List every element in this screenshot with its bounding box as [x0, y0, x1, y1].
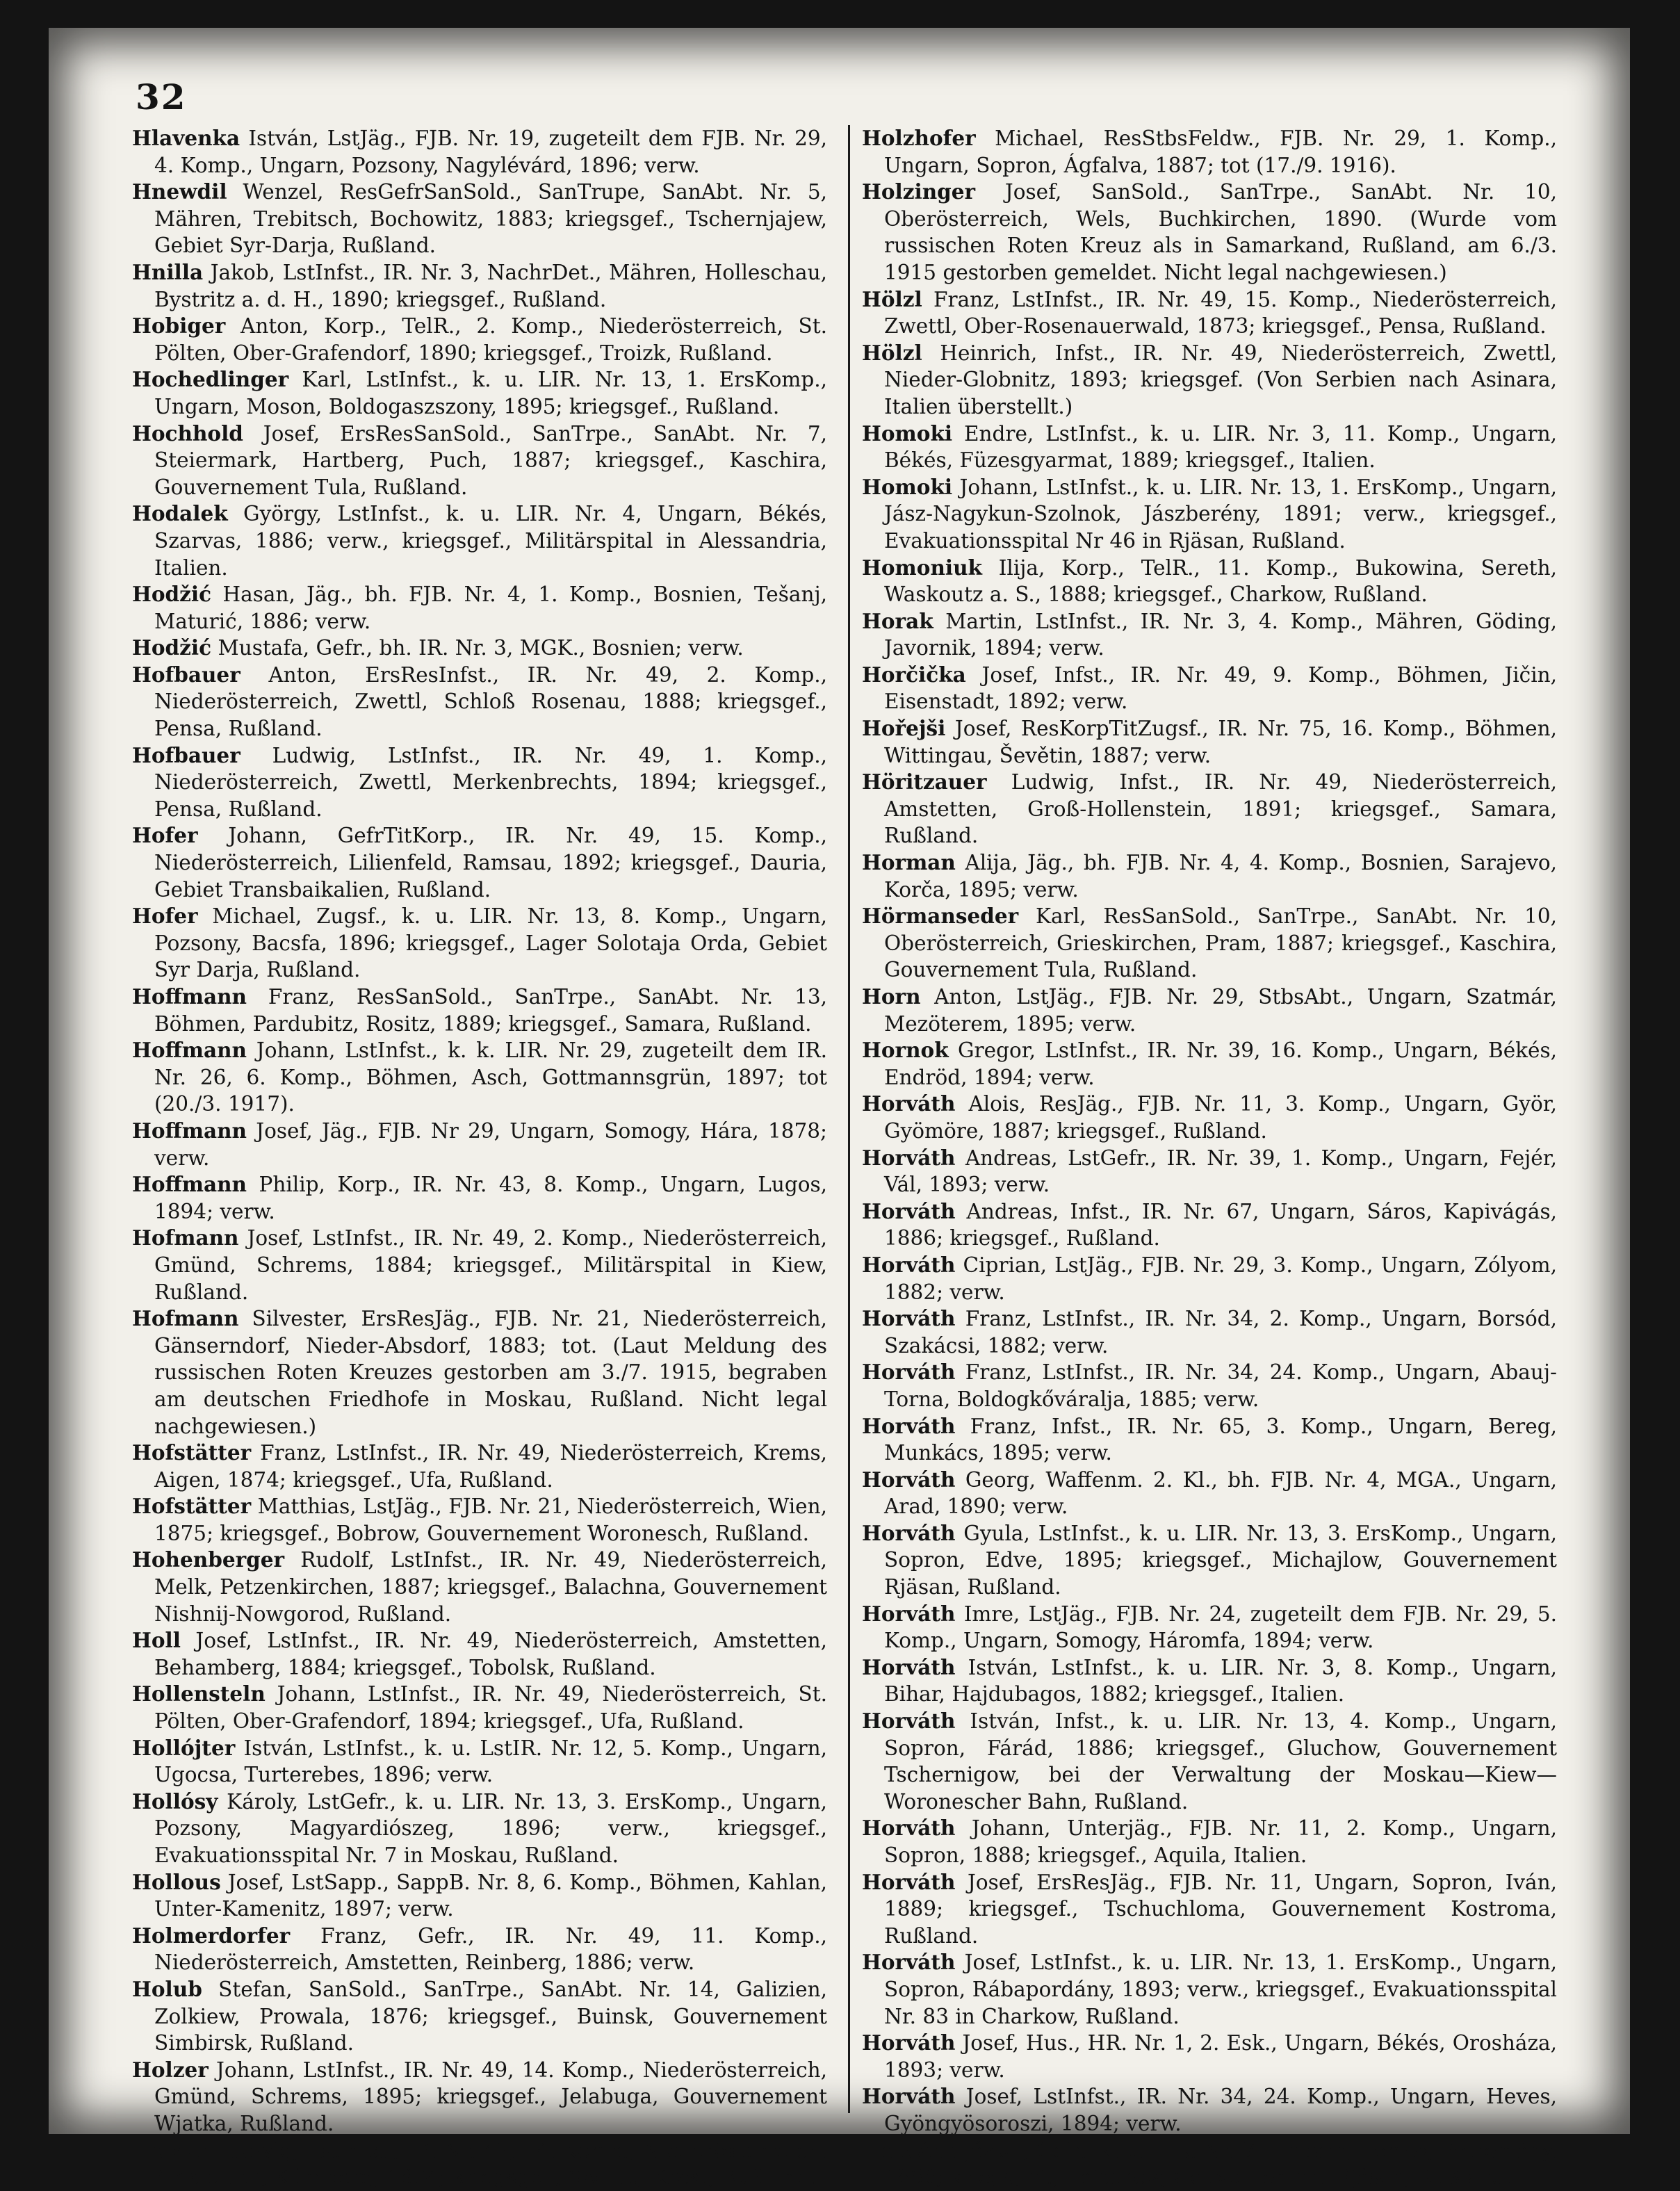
entry-surname: Hofmann — [132, 1306, 239, 1331]
casualty-entry — [862, 1359, 1557, 1412]
casualty-entry — [862, 715, 1557, 769]
casualty-entry — [862, 849, 1557, 903]
casualty-entry — [862, 1815, 1557, 1868]
entry-details: Anton, LstJäg., FJB. Nr. 29, StbsAbt., Ungarn, Szatmár, Mezöterem, 1895; verw. — [884, 985, 1557, 1036]
entry-surname: Hořejši — [862, 716, 946, 741]
entry-details: Matthias, LstJäg., FJB. Nr. 21, Niederösterreich, Wien, 1875; kriegsgef., Bobrow, Gouvernement Woronesch, Rußland. — [154, 1494, 827, 1545]
casualty-entry — [132, 1923, 827, 1976]
casualty-entry — [862, 2083, 1557, 2137]
entry-details: Franz, Infst., IR. Nr. 65, 3. Komp., Ungarn, Bereg, Munkács, 1895; verw. — [884, 1414, 1557, 1465]
right-column — [862, 125, 1557, 2191]
entry-surname: Hölzl — [862, 286, 922, 311]
casualty-entry — [132, 635, 827, 662]
entry-surname: Horváth — [862, 1360, 956, 1385]
casualty-entry — [132, 2057, 827, 2137]
casualty-entry — [862, 474, 1557, 555]
entry-surname: Holzer — [132, 2057, 209, 2082]
casualty-entry — [132, 421, 827, 501]
casualty-entry — [132, 662, 827, 742]
entry-details: Franz, LstInfst., IR. Nr. 34, 24. Komp., Ungarn, Abauj-Torna, Boldogkőváralja, 1885; verw. — [884, 1360, 1557, 1411]
entry-details: Károly, LstGefr., k. u. LIR. Nr. 13, 3. ErsKomp., Ungarn, Pozsony, Magyardiószeg, 1896; verw., kriegsgef., Evakuationsspital Nr. 7 in Moskau, Rußland. — [154, 1789, 827, 1867]
entry-surname: Horváth — [862, 1413, 956, 1438]
entry-details: Philip, Korp., IR. Nr. 43, 8. Komp., Ungarn, Lugos, 1894; verw. — [154, 1173, 827, 1223]
entry-surname: Horváth — [862, 1145, 956, 1170]
entry-details: Alija, Jäg., bh. FJB. Nr. 4, 4. Komp., Bosnien, Sarajevo, Korča, 1895; verw. — [884, 851, 1557, 902]
casualty-entry — [862, 1145, 1557, 1198]
entry-surname: Horváth — [862, 1869, 956, 1894]
entry-surname: Hlavenka — [132, 126, 240, 150]
casualty-entry — [132, 1225, 827, 1305]
entry-details: Josef, Hus., HR. Nr. 1, 2. Esk., Ungarn, Békés, Orosháza, 1893; verw. — [884, 2031, 1557, 2082]
entry-details: István, Infst., k. u. LIR. Nr. 13, 4. Komp., Ungarn, Sopron, Fárád, 1886; kriegsgef., Gluchow, Gouvernement Tschernigow, bei der Verwaltung der Moskau—Kiew—Woronescher Bahn, Rußland. — [884, 1709, 1557, 1814]
entry-surname: Hofer — [132, 823, 198, 848]
entry-surname: Horváth — [862, 2030, 956, 2055]
casualty-entry — [862, 1413, 1557, 1467]
entry-surname: Horváth — [862, 1709, 956, 1734]
entry-details: Franz, Gefr., IR. Nr. 49, 11. Komp., Niederösterreich, Amstetten, Reinberg, 1886; verw. — [154, 1923, 827, 1975]
entry-details: Heinrich, Infst., IR. Nr. 49, Niederösterreich, Zwettl, Nieder-Globnitz, 1893; kriegsgef. (Von Serbien nach Asinara, Italien überstellt.) — [884, 341, 1557, 418]
entry-surname: Hollous — [132, 1869, 221, 1894]
entry-details: Johann, LstInfst., IR. Nr. 49, Niederösterreich, St. Pölten, Ober-Grafendorf, 1894; kriegsgef., Ufa, Rußland. — [154, 1682, 827, 1734]
entry-details: Michael, Zugsf., k. u. LIR. Nr. 13, 8. Komp., Ungarn, Pozsony, Bacsfa, 1896; kriegsgef., Lager Solotaja Orda, Gebiet Syr Darja, Rußland. — [154, 904, 827, 982]
entry-details: Franz, ResSanSold., SanTrpe., SanAbt. Nr. 13, Böhmen, Pardubitz, Rositz, 1889; kriegsgef., Samara, Rußland. — [154, 985, 827, 1036]
entry-surname: Horváth — [862, 1816, 956, 1841]
entry-surname: Hnilla — [132, 259, 204, 284]
entry-details: Jakob, LstInfst., IR. Nr. 3, NachrDet., Mähren, Holleschau, Bystritz a. d. H., 1890; kriegsgef., Rußland. — [154, 260, 827, 311]
entry-details: István, LstJäg., FJB. Nr. 19, zugeteilt dem FJB. Nr. 29, 4. Komp., Ungarn, Pozsony, Nagylévárd, 1896; verw. — [154, 127, 827, 177]
entry-surname: Hoffmann — [132, 1038, 247, 1063]
entry-details: Johann, LstInfst., IR. Nr. 49, 14. Komp., Niederösterreich, Gmünd, Schrems, 1895; kriegsgef., Jelabuga, Gouvernement Wjatka, Rußland. — [154, 2058, 827, 2135]
entry-details: Stefan, SanSold., SanTrpe., SanAbt. Nr. 14, Galizien, Zolkiew, Prowala, 1876; kriegsgef., Buinsk, Gouvernement Simbirsk, Rußland. — [154, 1977, 827, 2055]
entry-details: Franz, LstInfst., IR. Nr. 49, 15. Komp., Niederösterreich, Zwettl, Ober-Rosenauerwald, 1873; kriegsgef., Pensa, Rußland. — [884, 287, 1557, 339]
casualty-entry — [132, 1305, 827, 1440]
entry-surname: Horváth — [862, 1601, 956, 1626]
entry-details: Andreas, Infst., IR. Nr. 67, Ungarn, Sáros, Kapivágás, 1886; kriegsgef., Rußland. — [884, 1199, 1557, 1251]
entry-details: Hasan, Jäg., bh. FJB. Nr. 4, 1. Komp., Bosnien, Tešanj, Maturić, 1886; verw. — [154, 583, 827, 633]
entry-details: Josef, LstInfst., IR. Nr. 49, 2. Komp., Niederösterreich, Gmünd, Schrems, 1884; kriegsgef., Militärspital in Kiew, Rußland. — [154, 1226, 827, 1304]
entry-surname: Hohenberger — [132, 1547, 285, 1572]
entry-details: Alois, ResJäg., FJB. Nr. 11, 3. Komp., Ungarn, Györ, Gyömöre, 1887; kriegsgef., Rußland. — [884, 1092, 1557, 1143]
casualty-entry — [132, 1547, 827, 1627]
column-divider — [848, 125, 850, 2113]
entry-details: Josef, LstInfst., k. u. LIR. Nr. 13, 1. ErsKomp., Ungarn, Sopron, Rábapordány, 1893; verw., kriegsgef., Evakuationsspital Nr. 83 in Charkow, Rußland. — [884, 1950, 1557, 2028]
entry-details: Martin, LstInfst., IR. Nr. 3, 4. Komp., Mähren, Göding, Javornik, 1894; verw. — [884, 609, 1557, 660]
entry-surname: Hoffmann — [132, 1172, 247, 1197]
entry-details: Josef, ErsResSanSold., SanTrpe., SanAbt. Nr. 7, Steiermark, Hartberg, Puch, 1887; kriegsgef., Kaschira, Gouvernement Tula, Rußland. — [154, 421, 827, 499]
casualty-entry — [862, 1198, 1557, 1252]
entry-details: Michael, ResStbsFeldw., FJB. Nr. 29, 1. Komp., Ungarn, Sopron, Ágfalva, 1887; tot (17./9. 1916). — [884, 127, 1557, 177]
casualty-entry — [132, 903, 827, 984]
casualty-entry — [862, 125, 1557, 179]
casualty-entry — [862, 1091, 1557, 1144]
entry-surname: Horčička — [862, 662, 966, 687]
entry-details: Johann, GefrTitKorp., IR. Nr. 49, 15. Komp., Niederösterreich, Lilienfeld, Ramsau, 1892; kriegsgef., Dauria, Gebiet Transbaikalien, Rußland. — [154, 824, 827, 902]
casualty-entry — [132, 1789, 827, 1869]
entry-details: Josef, Infst., IR. Nr. 49, 9. Komp., Böhmen, Jičin, Eisenstadt, 1892; verw. — [884, 662, 1557, 714]
entry-details: Johann, Unterjäg., FJB. Nr. 11, 2. Komp., Ungarn, Sopron, 1888; kriegsgef., Aquila, Italien. — [884, 1816, 1557, 1867]
entry-details: Josef, ResKorpTitZugsf., IR. Nr. 75, 16. Komp., Böhmen, Wittingau, Ševětin, 1887; verw. — [884, 717, 1557, 767]
entry-details: Ciprian, LstJäg., FJB. Nr. 29, 3. Komp., Ungarn, Zólyom, 1882; verw. — [884, 1253, 1557, 1304]
entry-surname: Horváth — [862, 1950, 956, 1975]
entry-surname: Horváth — [862, 1091, 956, 1116]
entry-details: Josef, LstSapp., SappB. Nr. 8, 6. Komp., Böhmen, Kahlan, Unter-Kamenitz, 1897; verw. — [154, 1870, 827, 1921]
entry-details: György, LstInfst., k. u. LIR. Nr. 4, Ungarn, Békés, Szarvas, 1886; verw., kriegsgef., Militärspital in Alessandria, Italien. — [154, 502, 827, 580]
casualty-entry — [132, 1037, 827, 1118]
casualty-entry — [862, 903, 1557, 984]
entry-details: István, LstInfst., k. u. LIR. Nr. 3, 8. Komp., Ungarn, Bihar, Hajdubagos, 1882; kriegsgef., Italien. — [884, 1655, 1557, 1707]
left-column — [132, 125, 827, 2191]
entry-surname: Hofmann — [132, 1225, 239, 1251]
entry-details: Karl, LstInfst., k. u. LIR. Nr. 13, 1. ErsKomp., Ungarn, Moson, Boldogaszszony, 1895; kriegsgef., Rußland. — [154, 368, 827, 418]
casualty-entry — [862, 179, 1557, 286]
entry-details: Imre, LstJäg., FJB. Nr. 24, zugeteilt dem FJB. Nr. 29, 5. Komp., Ungarn, Somogy, Háromfa, 1894; verw. — [884, 1602, 1557, 1653]
entry-details: Gregor, LstInfst., IR. Nr. 39, 16. Komp., Ungarn, Békés, Endröd, 1894; verw. — [884, 1039, 1557, 1089]
entry-details: Josef, SanSold., SanTrpe., SanAbt. Nr. 10, Oberösterreich, Wels, Buchkirchen, 1890. (Wurde vom russischen Roten Kreuz als in Samarkand, Rußland, am 6./3. 1915 gestorben gemeldet. Nicht legal nachgewiesen.) — [884, 180, 1557, 284]
casualty-entry — [132, 2137, 827, 2191]
casualty-entry — [132, 1627, 827, 1681]
entry-surname: Hochedlinger — [132, 367, 289, 392]
casualty-entry — [862, 1305, 1557, 1359]
casualty-entry — [132, 1681, 827, 1734]
casualty-entry — [862, 1708, 1557, 1815]
page-number: 32 — [136, 76, 187, 117]
entry-surname: Homoniuk — [862, 555, 982, 580]
entry-surname: Hollósy — [132, 1789, 218, 1814]
entry-surname: Homoki — [862, 474, 953, 499]
casualty-entry — [132, 984, 827, 1037]
entry-details: Josef, Jäg., FJB. Nr 29, Ungarn, Somogy, Hára, 1878; verw. — [154, 1118, 827, 1170]
casualty-entry — [132, 1440, 827, 1493]
entry-details: Ludwig, Infst., IR. Nr. 49, Niederösterreich, Amstetten, Groß-Hollenstein, 1891; kriegsgef., Samara, Rußland. — [884, 770, 1557, 848]
entry-surname: Hornok — [862, 1038, 949, 1063]
entry-details: Wenzel, ResGefrSanSold., SanTrupe, SanAbt. Nr. 5, Mähren, Trebitsch, Bochowitz, 1883; kriegsgef., Tschernjajew, Gebiet Syr-Darja, Rußland. — [154, 180, 827, 258]
entry-surname: Hoffmann — [132, 984, 247, 1009]
entry-details: Johann, LstInfst., k. u. LIR. Nr. 13, 1. ErsKomp., Ungarn, Jász-Nagykun-Szolnok, Jászberény, 1891; verw., kriegsgef., Evakuationsspital Nr 46 in Rjäsan, Rußland. — [884, 475, 1557, 553]
entry-surname: Hofbauer — [132, 662, 240, 687]
entry-details: Josef, LstInfst., IR. Nr. 34, 24. Komp., Ungarn, Heves, Gyöngyösoroszi, 1894; verw. — [884, 2085, 1557, 2135]
casualty-entry — [862, 286, 1557, 340]
entry-surname: Hofbauer — [132, 742, 240, 767]
casualty-entry — [862, 1467, 1557, 1520]
entry-details: Johann, LstInfst., k. k. LIR. Nr. 29, zugeteilt dem IR. Nr. 26, 6. Komp., Böhmen, Asch, Gottmannsgrün, 1897; tot (20./3. 1917). — [154, 1039, 827, 1116]
casualty-entry — [862, 340, 1557, 421]
entry-surname: Holmerdorfer — [132, 1923, 291, 1948]
casualty-entry — [862, 1949, 1557, 2030]
entry-surname: Holzhofer — [862, 126, 976, 150]
entry-surname: Horváth — [862, 2084, 956, 2109]
entry-details: Karl, ResSanSold., SanTrpe., SanAbt. Nr. 10, Oberösterreich, Grieskirchen, Pram, 1887; kriegsgef., Kaschira, Gouvernement Tula, Rußland. — [884, 904, 1557, 982]
entry-details: Franz, LstInfst., IR. Nr. 34, 2. Komp., Ungarn, Borsód, Szakácsi, 1882; verw. — [884, 1307, 1557, 1358]
entry-details: Ilija, Korp., TelR., 11. Komp., Bukowina, Sereth, Waskoutz a. S., 1888; kriegsgef., Charkow, Rußland. — [884, 555, 1557, 607]
entry-details: Ludwig, LstInfst., IR. Nr. 49, 14. Komp., Niederösterreich, Amstetten, Kürnberg, 1894; kriegsgef., Swjatoj-Krest, Rußland. — [154, 2138, 827, 2190]
casualty-entry — [132, 1869, 827, 1923]
casualty-entry — [132, 125, 827, 179]
casualty-entry — [132, 581, 827, 635]
casualty-entry — [862, 608, 1557, 662]
casualty-entry — [132, 500, 827, 581]
entry-surname: Hollensteln — [132, 1681, 266, 1707]
entry-surname: Horváth — [862, 1252, 956, 1277]
entry-surname: Hofstätter — [132, 1440, 252, 1465]
casualty-entry — [862, 1252, 1557, 1305]
entry-surname: Hodalek — [132, 501, 228, 526]
casualty-entry — [132, 259, 827, 313]
entry-surname: Horn — [862, 984, 921, 1009]
entry-surname: Horváth — [862, 1198, 956, 1223]
casualty-entry — [862, 555, 1557, 608]
entry-surname: Horváth — [862, 2137, 956, 2163]
entry-surname: Hofer — [132, 904, 198, 929]
entry-surname: Hnewdil — [132, 179, 227, 204]
casualty-entry — [132, 179, 827, 259]
casualty-entry — [132, 313, 827, 366]
entry-surname: Hofstätter — [132, 1494, 252, 1519]
entry-surname: Homoki — [862, 421, 953, 446]
casualty-entry — [132, 1976, 827, 2057]
casualty-entry — [132, 1493, 827, 1547]
entry-details: Georg, Waffenm. 2. Kl., bh. FJB. Nr. 4, MGA., Ungarn, Arad, 1890; verw. — [884, 1467, 1557, 1519]
casualty-entry — [862, 2030, 1557, 2083]
casualty-entry — [862, 1520, 1557, 1601]
entry-details: Rudolf, LstInfst., IR. Nr. 49, Niederösterreich, Melk, Petzenkirchen, 1887; kriegsgef., Balachna, Gouvernement Nishnij-Nowgorod, Rußland. — [154, 1548, 827, 1626]
entry-details: Andreas, LstGefr., IR. Nr. 39, 1. Komp., Ungarn, Fejér, Vál, 1893; verw. — [884, 1146, 1557, 1197]
entry-surname: Horváth — [862, 1520, 956, 1545]
entry-surname: Hörmanseder — [862, 904, 1019, 929]
entry-surname: Horváth — [862, 1467, 956, 1492]
entry-surname: Hodžić — [132, 635, 212, 660]
casualty-entry — [862, 984, 1557, 1037]
entry-details: Silvester, ErsResJäg., FJB. Nr. 21, Niederösterreich, Gänserndorf, Nieder-Absdorf, 1883; tot. (Laut Meldung des russischen Roten Kreuzes gestorben am 3./7. 1915, begraben am deutschen Friedhofe in Moskau, Rußland. Nicht legal nachgewiesen.) — [154, 1307, 827, 1438]
entry-details: Endre, LstInfst., k. u. LIR. Nr. 3, 11. Komp., Ungarn, Békés, Füzesgyarmat, 1889; kriegsgef., Italien. — [884, 421, 1557, 473]
entry-surname: Hollójter — [132, 1735, 236, 1760]
entry-surname: Höritzauer — [862, 769, 987, 795]
entry-surname: Horváth — [862, 1654, 956, 1679]
entry-surname: Horváth — [862, 1306, 956, 1331]
casualty-entry — [862, 1601, 1557, 1654]
entry-surname: Horman — [862, 850, 956, 875]
casualty-entry — [132, 366, 827, 420]
casualty-entry — [862, 662, 1557, 715]
entry-surname: Holzinger — [862, 179, 976, 204]
entry-details: István, LstInfst., k. u. LstIR. Nr. 12, 5. Komp., Ungarn, Ugocsa, Turterebes, 1896; verw. — [154, 1736, 827, 1787]
casualty-entry — [132, 1118, 827, 1171]
casualty-entry — [862, 421, 1557, 474]
entry-surname: Hodžić — [132, 582, 212, 607]
casualty-entry — [862, 1654, 1557, 1708]
casualty-entry — [132, 822, 827, 903]
casualty-entry — [862, 1037, 1557, 1091]
entry-surname: Holzer — [132, 2137, 209, 2163]
entry-details: Ludwig, LstInfst., IR. Nr. 49, 1. Komp., Niederösterreich, Zwettl, Merkenbrechts, 1894; kriegsgef., Pensa, Rußland. — [154, 743, 827, 821]
entry-details: Mustafa, Gefr., bh. IR. Nr. 3, MGK., Bosnien; verw. — [211, 636, 744, 660]
entry-details: Anton, ErsResInfst., IR. Nr. 49, 2. Komp., Niederösterreich, Zwettl, Schloß Rosenau, 1888; kriegsgef., Pensa, Rußland. — [154, 662, 827, 741]
entry-details: József, Gefr., k. u. LIR. Nr. 7, Ungarn, Temes, Petromány, 1886; kriegsgef., Laischow, Gouvernement Rjäsan, Rußland. — [884, 2138, 1557, 2190]
entry-surname: Holub — [132, 1976, 202, 2001]
document-page — [49, 28, 1630, 2190]
casualty-entry — [132, 742, 827, 823]
entry-surname: Holl — [132, 1628, 181, 1653]
casualty-entry — [132, 1735, 827, 1789]
entry-surname: Horak — [862, 608, 933, 633]
casualty-entry — [862, 1869, 1557, 1950]
casualty-entry — [132, 1171, 827, 1225]
casualty-entry — [862, 2137, 1557, 2191]
entry-surname: Hoffmann — [132, 1118, 247, 1143]
entry-surname: Hölzl — [862, 340, 922, 365]
casualty-entry — [862, 769, 1557, 849]
entry-details: Gyula, LstInfst., k. u. LIR. Nr. 13, 3. ErsKomp., Ungarn, Sopron, Edve, 1895; kriegsgef., Michajlow, Gouvernement Rjäsan, Rußland. — [884, 1521, 1557, 1599]
entry-details: Josef, ErsResJäg., FJB. Nr. 11, Ungarn, Sopron, Iván, 1889; kriegsgef., Tschuchloma, Gouvernement Kostroma, Rußland. — [884, 1870, 1557, 1948]
entry-surname: Hobiger — [132, 313, 226, 339]
entry-details: Josef, LstInfst., IR. Nr. 49, Niederösterreich, Amstetten, Behamberg, 1884; kriegsgef., Tobolsk, Rußland. — [154, 1629, 827, 1679]
entry-details: Franz, LstInfst., IR. Nr. 49, Niederösterreich, Krems, Aigen, 1874; kriegsgef., Ufa, Rußland. — [154, 1441, 827, 1492]
entry-details: Anton, Korp., TelR., 2. Komp., Niederösterreich, St. Pölten, Ober-Grafendorf, 1890; kriegsgef., Troizk, Rußland. — [154, 314, 827, 365]
entry-surname: Hochhold — [132, 421, 243, 446]
